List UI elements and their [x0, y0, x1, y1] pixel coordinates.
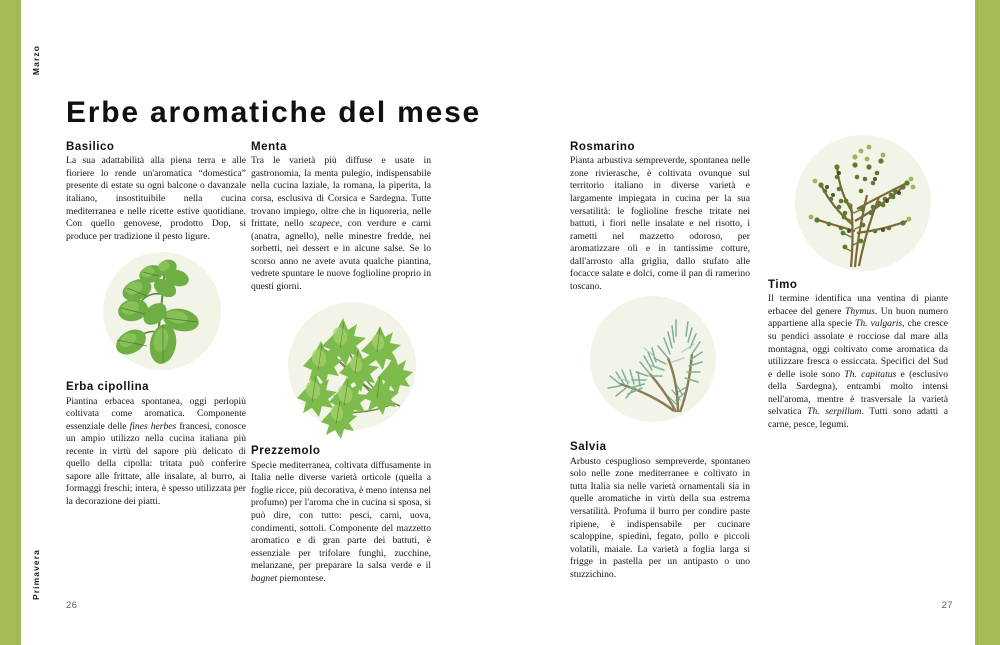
thyme-illustration: [795, 135, 931, 271]
entry-title-basilico: Basilico: [66, 141, 115, 153]
entry-title-menta: Menta: [251, 141, 287, 153]
entry-body-salvia: Arbusto cespuglioso sempreverde, spontaneo solo nelle zone mediterranee e coltivato in tutta Italia sia nelle varietà ornamentali sia in quelle aromatiche in virtù della sua estrema versatilità. Profuma il burro per condire paste ripiene, è indispensabile per cucinare scaloppine, spiedini, fegato, pollo e piccoli volatili, maiale. La varietà a foglia larga si frigge in pastella per un antipasto o uno stuzzichino.: [570, 455, 750, 580]
entry-basilico: [66, 140, 246, 243]
menta-italic-term: scapece: [309, 218, 340, 230]
basil-illustration-art: [103, 252, 221, 370]
timo-text-part-1: Il termine identifica una ventina di piante erbacee del genere: [768, 293, 948, 317]
entry-body-menta: [251, 155, 431, 293]
running-head-season: Primavera: [31, 548, 41, 600]
erba-cipollina-italic-term: fines herbes: [129, 420, 177, 432]
entry-body-erba-cipollina: [66, 396, 246, 509]
right-edge-band: [975, 0, 1000, 645]
menta-text-part-2: , con verdure e carni (anatra, agnello), nelle minestre fredde, nei sorbetti, nei dessert e in alcune salse. Se lo scorso anno ne avete avuta qualche piantina, vedrete spuntare le nuove foglioline proprio in questi giorni.: [251, 218, 431, 292]
timo-text-part-4: e (esclusivo della Sardegna), entrambi molto intensi nell'aroma, mentre è trasversale la varietà selvatica: [768, 368, 948, 418]
entry-title-timo: Timo: [768, 279, 798, 291]
timo-italic-capitatus: Th. capitatus: [844, 368, 897, 380]
entry-menta: [251, 140, 431, 293]
page-title: Erbe aromatiche del mese: [66, 96, 482, 130]
thyme-illustration-art: [795, 135, 931, 271]
mint-illustration-art: [288, 302, 416, 430]
timo-italic-thymus: Thymus: [845, 305, 875, 317]
timo-text-part-2: . Un buon numero appartiene alla specie: [768, 305, 948, 330]
left-band-seam: [17, 0, 18, 645]
entry-body-basilico: La sua adattabilità alla piena terra e alle fioriere lo rende un'aromatica “domestica” presente di estate su ogni balcone o davanzale italiano, insostituibile nella cucina mediterranea e nelle ricette estive quotidiane. Con quello genovese, prodotto Dop, si produce per tradizione il pesto ligure.: [66, 155, 246, 242]
entry-prezzemolo: [251, 444, 431, 585]
timo-text-part-5: . Tutti sono adatti a carne, pesce, legumi.: [768, 406, 948, 430]
erba-cipollina-text-part-1: Piantina erbacea spontanea, oggi perlopiù coltivata come aromatica. Componente essenziale delle: [66, 395, 246, 432]
rosemary-illustration: [590, 296, 716, 422]
prezzemolo-text-part-2: piemontese.: [277, 572, 326, 584]
running-head-month: Marzo: [31, 45, 41, 76]
entry-timo: [768, 278, 948, 431]
left-edge-band: [0, 0, 21, 645]
prezzemolo-text-part-1: Specie mediterranea, coltivata diffusamente in Italia nelle diverse varietà orticole (quella a foglie ricce, più decorativa, è meno intensa nel profumo) per l'aroma che in cucina si sposa, si può dire, con tutto: pesci, carni, uova, condimenti, sottoli. Componente del mazzetto aromatico e di gran parte dei battuti, è essenziale per trifolare funghi, zucchine, melanzane, per preparare la salsa verde e il: [251, 459, 431, 572]
entry-title-salvia: Salvia: [570, 441, 607, 454]
erba-cipollina-text-part-2: francesi, conosce un ampio utilizzo nella cucina italiana più recente in virtù del sapore più delicato di quello della cipolla: tritata può conferire sapore alle frittate, alle insalate, al burro, ai formaggi freschi; intera, è spesso utilizzata per la decorazione dei piatti.: [66, 420, 246, 507]
menta-text-part-1: Tra le varietà più diffuse e usate in gastronomia, la menta pulegio, indispensabile nella cucina laziale, la romana, la piperita, la corsa, esclusiva di Corsica e Sardegna. Tutte trovano impiego, oltre che in liquoreria, nelle frittate, nello: [251, 155, 431, 230]
page-number-right: 27: [941, 600, 953, 611]
mint-illustration: [288, 302, 416, 430]
basil-illustration: [103, 252, 221, 370]
prezzemolo-italic-term: bagnet: [251, 572, 278, 584]
entry-title-erba-cipollina: Erba cipollina: [66, 381, 150, 394]
timo-text-part-3: , che cresce su pendici assolate e rocciose dal mare alla montagna, oggi coltivato come aromatica da utilizzare fresca o essiccata. Specifici del Sud e delle isole sono: [768, 318, 948, 380]
page-number-left: 26: [66, 600, 78, 611]
entry-title-rosmarino: Rosmarino: [570, 141, 636, 153]
entry-title-prezzemolo: Prezzemolo: [251, 445, 321, 458]
timo-italic-vulgaris: Th. vulgaris: [855, 318, 903, 330]
right-band-seam: [977, 0, 978, 645]
entry-rosmarino: [570, 140, 750, 293]
entry-body-rosmarino: Pianta arbustiva sempreverde, spontanea nelle zone rivierasche, è coltivata ovunque sul territorio italiano in diverse varietà e largamente impiegata in cucina per la sua versatilità: le foglioline fresche tritate nei battuti, i fiori nelle insalate e nel risotto, i rametti nel mazzetto odoroso, per aromatizzare oli e in tantissime cotture, dall'arrosto alla griglia, dallo stufato alle focacce salate e dolci, come il pan di ramerino toscano.: [570, 155, 750, 292]
entry-body-prezzemolo: [251, 460, 431, 585]
entry-erba-cipollina: [66, 380, 246, 508]
entry-body-timo: [768, 293, 948, 431]
timo-italic-serpillum: Th. serpillum: [807, 406, 862, 418]
rosemary-illustration-art: [590, 296, 716, 422]
entry-salvia: [570, 440, 750, 581]
